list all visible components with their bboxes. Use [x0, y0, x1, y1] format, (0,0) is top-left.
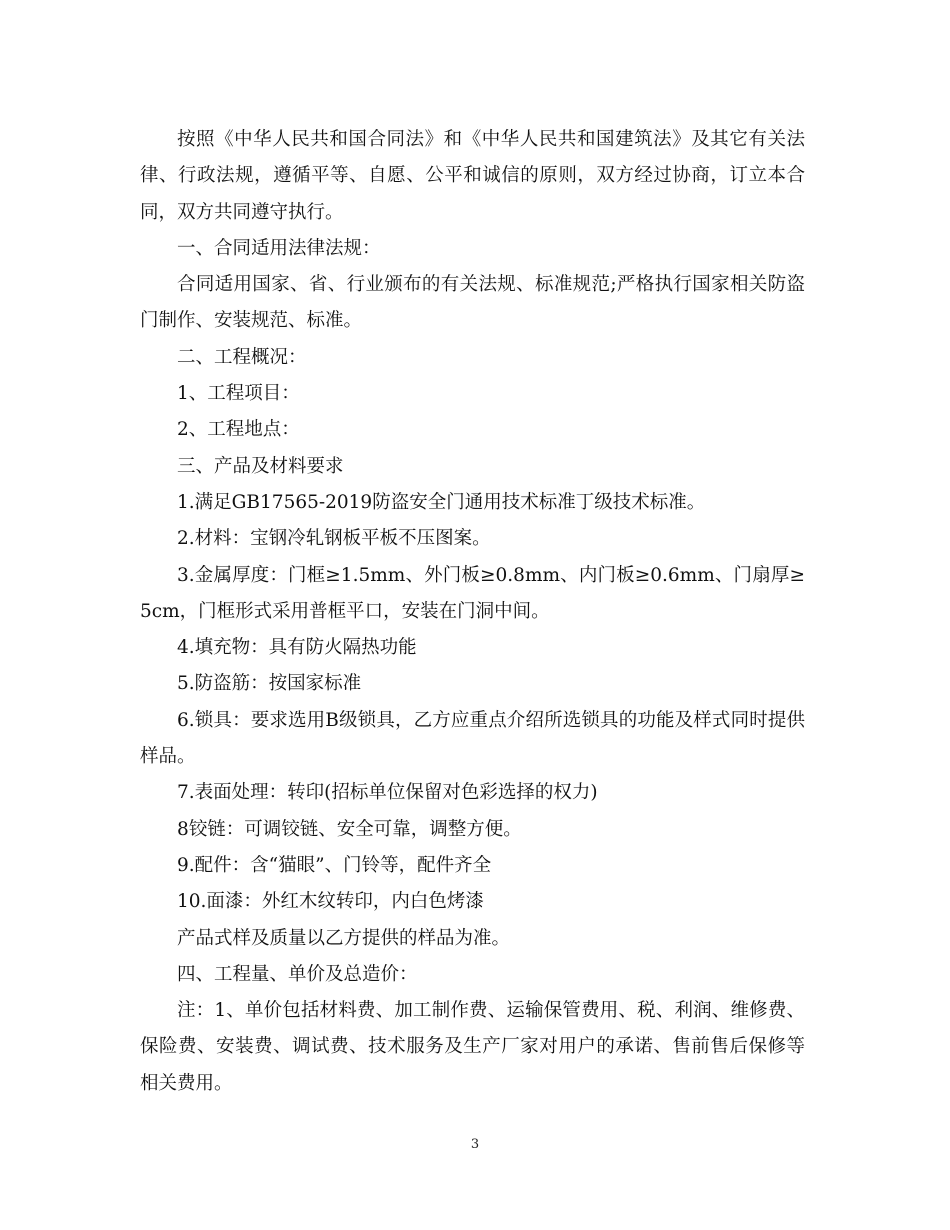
section-heading-project-overview: 二、工程概况： [177, 346, 307, 368]
requirement-material: 2.材料：宝钢冷轧钢板平板不压图案。 [177, 528, 491, 550]
item-project-location: 2、工程地点： [177, 419, 300, 441]
document-body [140, 122, 805, 1102]
requirement-lock: 6.锁具：要求选用B级锁具，乙方应重点介绍所选锁具的功能及样式同时提供样品。 [140, 709, 805, 768]
item-project-name: 1、工程项目： [177, 383, 300, 405]
paragraph-preamble: 按照《中华人民共和国合同法》和《中华人民共和国建筑法》及其它有关法律、行政法规，遵循平等、自愿、公平和诚信的原则，双方经过协商，订立本合同，双方共同遵守执行。 [140, 129, 805, 223]
paragraph-applicable-laws: 合同适用国家、省、行业颁布的有关法规、标准规范;严格执行国家相关防盗门制作、安装规范、标准。 [140, 274, 805, 332]
requirement-surface-treatment: 7.表面处理：转印(招标单位保留对色彩选择的权力) [177, 782, 598, 804]
requirement-hinge: 8铰链：可调铰链、安全可靠，调整方便。 [177, 818, 522, 840]
requirement-finish-paint: 10.面漆：外红木纹转印，内白色烤漆 [177, 891, 484, 913]
paragraph-sample-standard: 产品式样及质量以乙方提供的样品为准。 [177, 927, 511, 949]
requirement-metal-thickness: 3.金属厚度：门框≥1.5mm、外门板≥0.8mm、内门板≥0.6mm、门扇厚≥5cm，门框形式采用普框平口，安装在门洞中间。 [140, 564, 805, 622]
paragraph-price-note: 注：1、单价包括材料费、加工制作费、运输保管费用、税、利润、维修费、保险费、安装费、调试费、技术服务及生产厂家对用户的承诺、售前售后保修等相关费用。 [140, 1000, 805, 1094]
requirement-accessories: 9.配件：含“猫眼”、门铃等，配件齐全 [177, 854, 492, 876]
requirement-standard: 1.满足GB17565-2019防盗安全门通用技术标准丁级技术标准。 [177, 491, 706, 513]
section-heading-applicable-laws: 一、合同适用法律法规： [177, 237, 381, 259]
requirement-anti-theft-bar: 5.防盗筋：按国家标准 [177, 673, 362, 695]
requirement-filler: 4.填充物：具有防火隔热功能 [177, 637, 417, 659]
page-number: 3 [470, 1137, 480, 1152]
section-heading-quantity-price: 四、工程量、单价及总造价： [177, 963, 418, 985]
section-heading-product-requirements: 三、产品及材料要求 [177, 455, 344, 477]
